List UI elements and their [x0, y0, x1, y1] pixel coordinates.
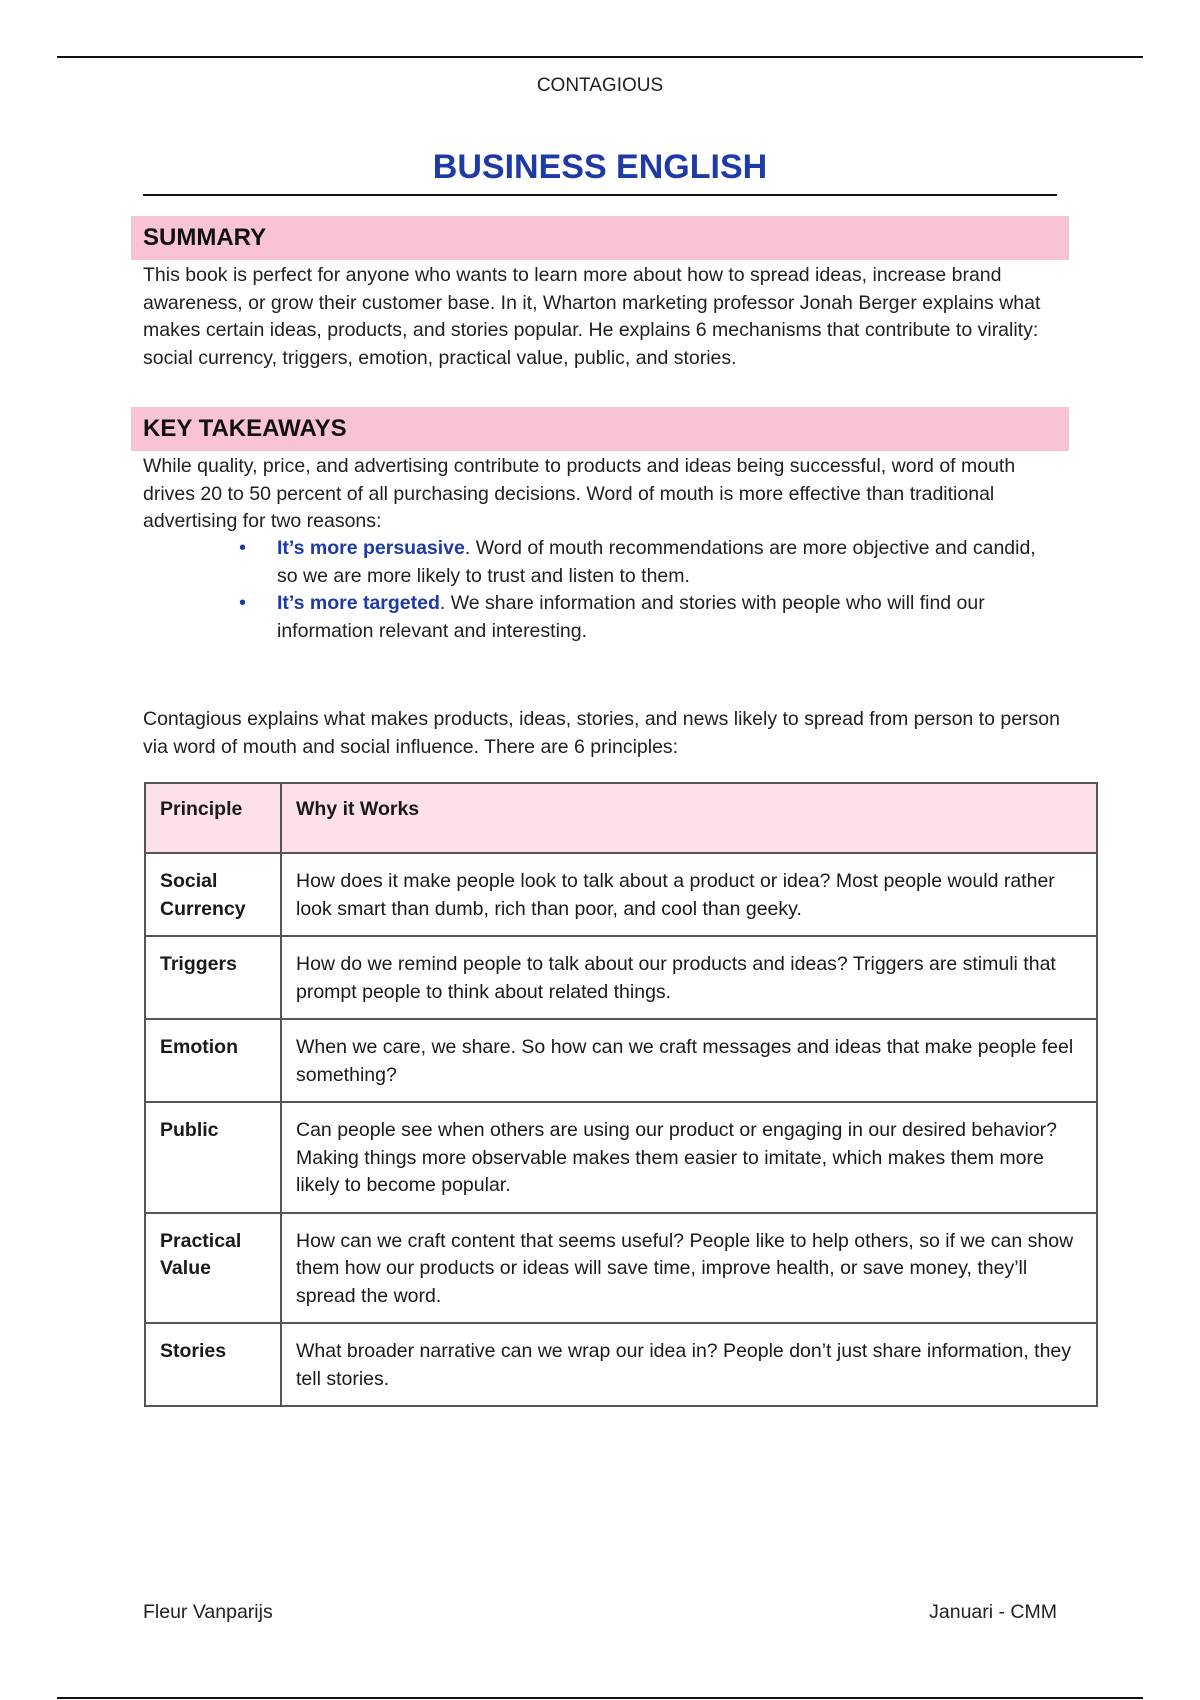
- why-cell: What broader narrative can we wrap our idea in? People don’t just share information, they tell stories.: [281, 1323, 1097, 1406]
- principle-cell: Triggers: [145, 936, 281, 1019]
- table-row: [145, 936, 1097, 1019]
- column-header-why: Why it Works: [281, 783, 1097, 853]
- footer-author: Fleur Vanparijs: [143, 1601, 273, 1623]
- principle-cell: Practical Value: [145, 1213, 281, 1324]
- why-cell: How can we craft content that seems useful? People like to help others, so if we can show them how our products or ideas will save time, improve health, or save money, they’ll spread the word.: [281, 1213, 1097, 1324]
- title-underline: [143, 194, 1057, 196]
- bullet-text: . We share information and stories with people who will find our information relevant and interesting.: [277, 592, 985, 642]
- bullet-icon: •: [239, 592, 247, 614]
- bullet-highlight: It’s more targeted: [277, 592, 440, 614]
- why-cell: How does it make people look to talk about a product or idea? Most people would rather look smart than dumb, rich than poor, and cool than geeky.: [281, 853, 1097, 936]
- summary-text: This book is perfect for anyone who wants to learn more about how to spread ideas, increase brand awareness, or grow their customer base. In it, Wharton marketing professor Jonah Berger explains what makes certain ideas, products, and stories popular. He explains 6 mechanisms that contribute to virality: social currency, triggers, emotion, practical value, public, and stories.: [143, 264, 1041, 369]
- principle-cell: Social Currency: [145, 853, 281, 936]
- takeaways-heading-bar: [131, 407, 1069, 451]
- takeaways-heading: KEY TAKEAWAYS: [143, 415, 347, 442]
- why-cell: Can people see when others are using our product or engaging in our desired behavior? Making things more observable makes them easier to imitate, which makes them more likely to become popular.: [281, 1102, 1097, 1213]
- list-item: [235, 590, 1055, 645]
- table-row: [145, 1019, 1097, 1102]
- page-title: BUSINESS ENGLISH: [432, 148, 768, 186]
- summary-heading-bar: [131, 216, 1069, 260]
- bullet-icon: •: [239, 537, 247, 559]
- takeaways-intro: While quality, price, and advertising contribute to products and ideas being successful, word of mouth drives 20 to 50 percent of all purchasing decisions. Word of mouth is more effective than traditional advertising for two reasons:: [143, 455, 1016, 532]
- footer-rule: [57, 1697, 1143, 1699]
- summary-heading: SUMMARY: [143, 224, 267, 251]
- reasons-list: [235, 535, 1055, 645]
- table-row: [145, 853, 1097, 936]
- header-rule: [57, 56, 1143, 58]
- principle-cell: Emotion: [145, 1019, 281, 1102]
- principles-table: [144, 782, 1098, 1407]
- list-item: [235, 535, 1055, 590]
- principle-cell: Stories: [145, 1323, 281, 1406]
- table-header-row: [145, 783, 1097, 853]
- bullet-highlight: It’s more persuasive: [277, 537, 465, 559]
- principles-intro: Contagious explains what makes products, ideas, stories, and news likely to spread from person to person via word of mouth and social influence. There are 6 principles:: [143, 708, 1060, 758]
- why-cell: How do we remind people to talk about our products and ideas? Triggers are stimuli that prompt people to think about related things.: [281, 936, 1097, 1019]
- table-row: [145, 1102, 1097, 1213]
- footer-course: Januari - CMM: [929, 1601, 1057, 1623]
- bullet-text: . Word of mouth recommendations are more objective and candid, so we are more likely to trust and listen to them.: [277, 537, 1036, 587]
- running-header: CONTAGIOUS: [536, 75, 664, 96]
- table-row: [145, 1323, 1097, 1406]
- principle-cell: Public: [145, 1102, 281, 1213]
- why-cell: When we care, we share. So how can we craft messages and ideas that make people feel something?: [281, 1019, 1097, 1102]
- table-row: [145, 1213, 1097, 1324]
- column-header-principle: Principle: [145, 783, 281, 853]
